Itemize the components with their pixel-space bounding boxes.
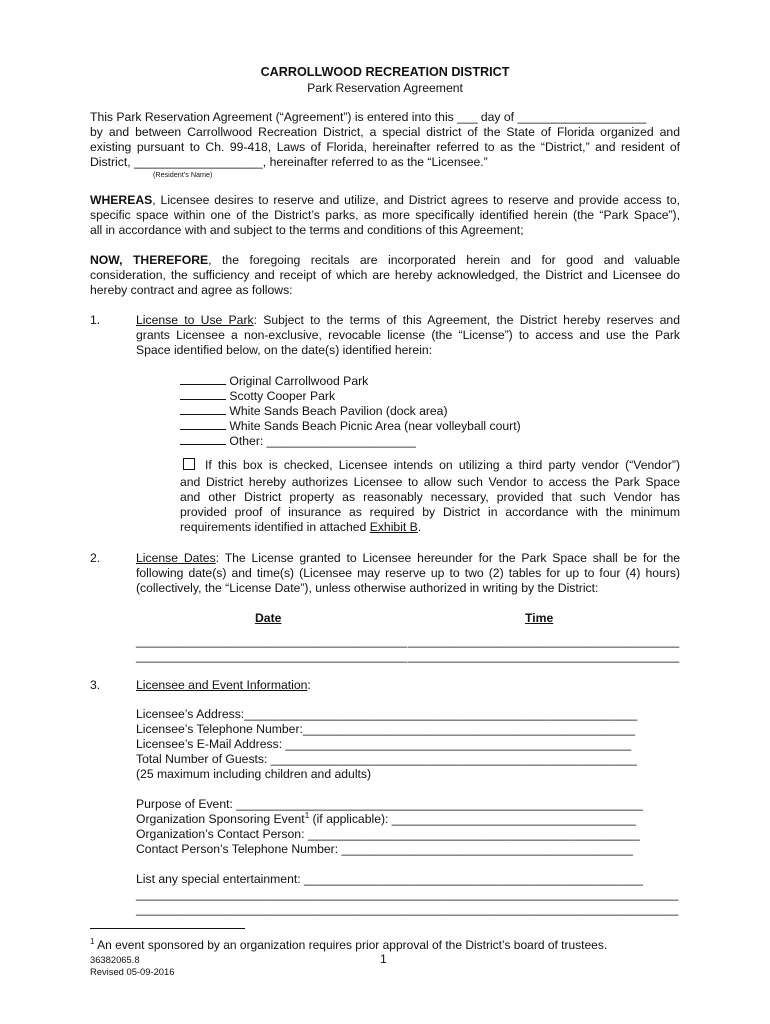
- park-selection-blank[interactable]: [180, 388, 226, 400]
- now-therefore-lead: NOW, THEREFORE: [90, 253, 209, 267]
- entertainment-continuation-blank[interactable]: ________________________________________________________________________________: [136, 887, 679, 901]
- section-2-line-3: (collectively, the “License Date”), unless otherwise authorized in writing by the District:: [136, 581, 599, 595]
- date-entry-blank[interactable]: ________________________________________: [136, 634, 408, 648]
- section-2-number: 2.: [90, 551, 101, 565]
- organization-contact-field[interactable]: Organization’s Contact Person: _________________________________________________: [136, 827, 640, 841]
- document-number: 36382065.8: [90, 954, 140, 965]
- whereas-line-3: all in accordance with and subject to the terms and conditions of this Agreement;: [90, 223, 524, 237]
- total-guests-field[interactable]: Total Number of Guests: ______________________________________________________: [136, 752, 637, 766]
- intro-line-3: existing pursuant to Ch. 99-418, Laws of Florida, hereinafter referred to as the “District,” and resident of: [90, 140, 680, 154]
- park-option-label: White Sands Beach Pavilion (dock area): [229, 404, 448, 418]
- park-selection-blank[interactable]: [180, 373, 226, 385]
- intro-line-2: by and between Carrollwood Recreation District, a special district of the State of Florida organized and: [90, 125, 680, 139]
- vendor-line-1: If this box is checked, Licensee intends on utilizing a third party vendor (“Vendor”): [205, 458, 680, 472]
- document-subtitle: Park Reservation Agreement: [307, 81, 463, 95]
- park-option-label: Scotty Cooper Park: [229, 389, 336, 403]
- time-column-header: Time: [525, 611, 554, 625]
- park-selection-blank[interactable]: [180, 418, 226, 430]
- now-therefore-line-1-text: , the foregoing recitals are incorporated herein and for good and valuable: [208, 253, 680, 267]
- date-entry-blank[interactable]: ________________________________________: [136, 649, 408, 663]
- vendor-checkbox[interactable]: [183, 458, 195, 470]
- section-1-line-3: Space identified below, on the date(s) identified herein:: [136, 343, 433, 357]
- exhibit-b-reference: Exhibit B: [369, 520, 418, 534]
- contact-telephone-field[interactable]: Contact Person’s Telephone Number: ___________________________________________: [136, 842, 633, 856]
- section-3-number: 3.: [90, 678, 101, 692]
- licensee-telephone-field[interactable]: Licensee’s Telephone Number:_________________________________________________: [136, 722, 636, 736]
- section-3-heading-line: [136, 678, 311, 693]
- section-1-heading: License to Use Park: [136, 313, 254, 327]
- park-option-white-sands-picnic[interactable]: [180, 418, 521, 434]
- section-3-heading: Licensee and Event Information: [136, 678, 308, 692]
- park-option-label: White Sands Beach Picnic Area (near volleyball court): [229, 419, 521, 433]
- licensee-email-field[interactable]: Licensee’s E-Mail Address: ___________________________________________________: [136, 737, 632, 751]
- licensee-address-field[interactable]: Licensee’s Address:__________________________________________________________: [136, 707, 638, 721]
- date-column-header: Date: [255, 611, 282, 625]
- footnote: [90, 938, 607, 953]
- park-selection-blank[interactable]: [180, 403, 226, 415]
- section-1-line-1-text: : Subject to the terms of this Agreement, the District hereby reserves and: [253, 313, 680, 327]
- vendor-line-5-end: .: [417, 520, 422, 534]
- entertainment-continuation-blank[interactable]: ________________________________________________________________________________: [136, 902, 679, 916]
- footnote-text: An event sponsored by an organization requires prior approval of the District’s board of trustees.: [97, 938, 608, 952]
- section-1-number: 1.: [90, 313, 101, 327]
- now-therefore-line-2: consideration, the sufficiency and receipt of which are hereby acknowledged, the District and Licensee do: [90, 268, 680, 282]
- footnote-reference: 1: [304, 810, 310, 820]
- time-entry-blank[interactable]: ________________________________________: [408, 634, 680, 648]
- organization-sponsor-field[interactable]: [136, 812, 636, 827]
- section-2-line-1: [136, 551, 680, 566]
- park-option-label: Other: ______________________: [229, 434, 416, 448]
- whereas-line-1: [90, 193, 680, 208]
- section-1-line-1: [136, 313, 680, 328]
- vendor-line-5-text: requirements identified in attached: [180, 520, 370, 534]
- whereas-line-1-text: , Licensee desires to reserve and utilize, and District agrees to reserve and provide access to,: [152, 193, 680, 207]
- now-therefore-line-3: hereby contract and agree as follows:: [90, 283, 293, 297]
- intro-line-1: This Park Reservation Agreement (“Agreement”) is entered into this ___ day of ___________________: [90, 110, 647, 124]
- park-option-white-sands-pavilion[interactable]: [180, 403, 448, 419]
- footnote-marker: 1: [90, 937, 95, 946]
- footnote-separator: [90, 928, 245, 929]
- guest-limit-note: (25 maximum including children and adults): [136, 767, 372, 781]
- park-option-other[interactable]: [180, 433, 416, 449]
- section-2-line-2: following date(s) and time(s) (Licensee may reserve up to two (2) tables for up to four (4) hours): [136, 566, 680, 580]
- page-number: 1: [380, 952, 387, 966]
- vendor-line-2: and District hereby authorizes Licensee to allow such Vendor to access the Park Space: [180, 475, 680, 489]
- section-2-heading: License Dates: [136, 551, 216, 565]
- park-option-original-carrollwood[interactable]: [180, 373, 368, 389]
- vendor-line-5: [180, 520, 421, 535]
- intro-line-4: District, ___________________, hereinafter referred to as the “Licensee.”: [90, 155, 488, 169]
- organization-sponsor-label: Organization Sponsoring Event: [136, 812, 305, 826]
- revision-date: Revised 05-09-2016: [90, 966, 175, 977]
- now-therefore-line-1: [90, 253, 680, 268]
- whereas-lead: WHEREAS: [90, 193, 153, 207]
- section-3-heading-colon: :: [307, 678, 311, 692]
- special-entertainment-field[interactable]: List any special entertainment: __________________________________________________: [136, 872, 643, 886]
- purpose-of-event-field[interactable]: Purpose of Event: ____________________________________________________________: [136, 797, 643, 811]
- park-option-scotty-cooper[interactable]: [180, 388, 335, 404]
- document-title: CARROLLWOOD RECREATION DISTRICT: [260, 65, 510, 79]
- organization-sponsor-blank: (if applicable): ____________________________________: [309, 812, 636, 826]
- section-2-line-1-text: : The License granted to Licensee hereunder for the Park Space shall be for the: [215, 551, 680, 565]
- vendor-line-3: and other District property as reasonably necessary, provided that such Vendor has: [180, 490, 680, 504]
- time-entry-blank[interactable]: ________________________________________: [408, 649, 680, 663]
- resident-name-caption: (Resident’s Name): [153, 170, 213, 179]
- vendor-line-4: provided proof of insurance as required by District in accordance with the minimum: [180, 505, 680, 519]
- section-1-line-2: grants Licensee a non-exclusive, revocable license (the “License”) to access and use the Park: [136, 328, 680, 342]
- whereas-line-2: specific space within one of the District’s parks, as more specifically identified herein (the “Park Space”),: [90, 208, 680, 222]
- park-option-label: Original Carrollwood Park: [229, 374, 369, 388]
- park-selection-blank[interactable]: [180, 433, 226, 445]
